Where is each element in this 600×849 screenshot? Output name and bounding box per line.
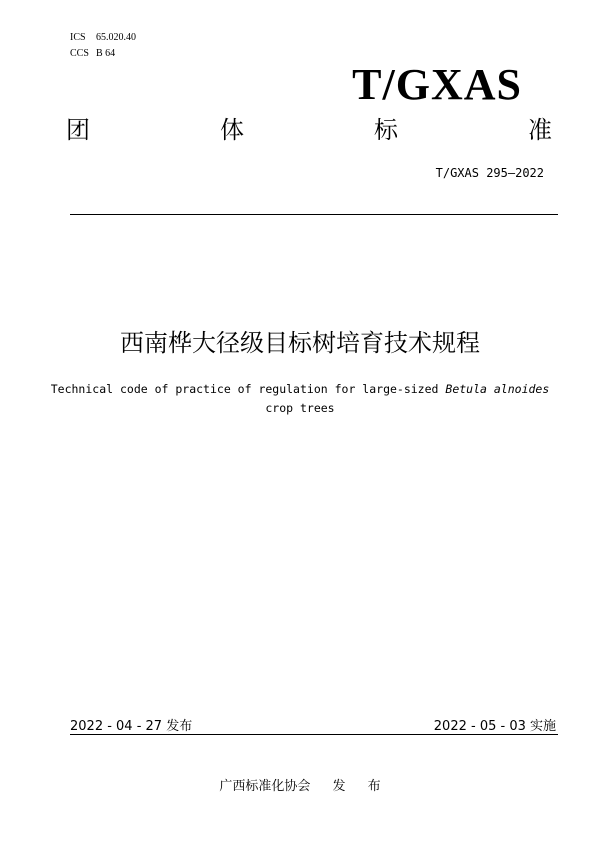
title-english — [40, 380, 560, 418]
ics-value: 65.020.40 — [96, 32, 136, 43]
ccs-code — [70, 46, 136, 62]
ccs-value: B 64 — [96, 48, 116, 59]
ccs-label: CCS — [70, 48, 89, 59]
standard-type-char: 准 — [528, 116, 552, 144]
publisher — [0, 775, 600, 794]
publisher-action: 发 布 — [332, 779, 381, 794]
top-divider — [70, 214, 558, 215]
title-english-part1: Technical code of practice of regulation for large-sized — [50, 382, 439, 396]
title-english-part2: crop trees — [265, 401, 335, 415]
bottom-divider — [70, 734, 558, 735]
ics-code — [70, 30, 136, 46]
standard-type — [66, 114, 552, 146]
title-english-species: Betula alnoides — [445, 382, 550, 396]
standard-number: T/GXAS 295—2022 — [435, 166, 544, 180]
standard-type-char: 团 — [66, 116, 90, 144]
publisher-org: 广西标准化协会 — [219, 779, 311, 794]
standard-type-char: 标 — [374, 116, 398, 144]
issue-date: 2022 - 04 - 27 发布 — [70, 719, 193, 734]
standard-type-char: 体 — [220, 116, 244, 144]
implementation-date: 2022 - 05 - 03 实施 — [433, 719, 556, 734]
title-chinese: 西南桦大径级目标树培育技术规程 — [120, 329, 480, 357]
standard-logo: T/GXAS — [352, 60, 522, 109]
classification-codes — [70, 30, 136, 62]
ics-label: ICS — [70, 32, 86, 43]
